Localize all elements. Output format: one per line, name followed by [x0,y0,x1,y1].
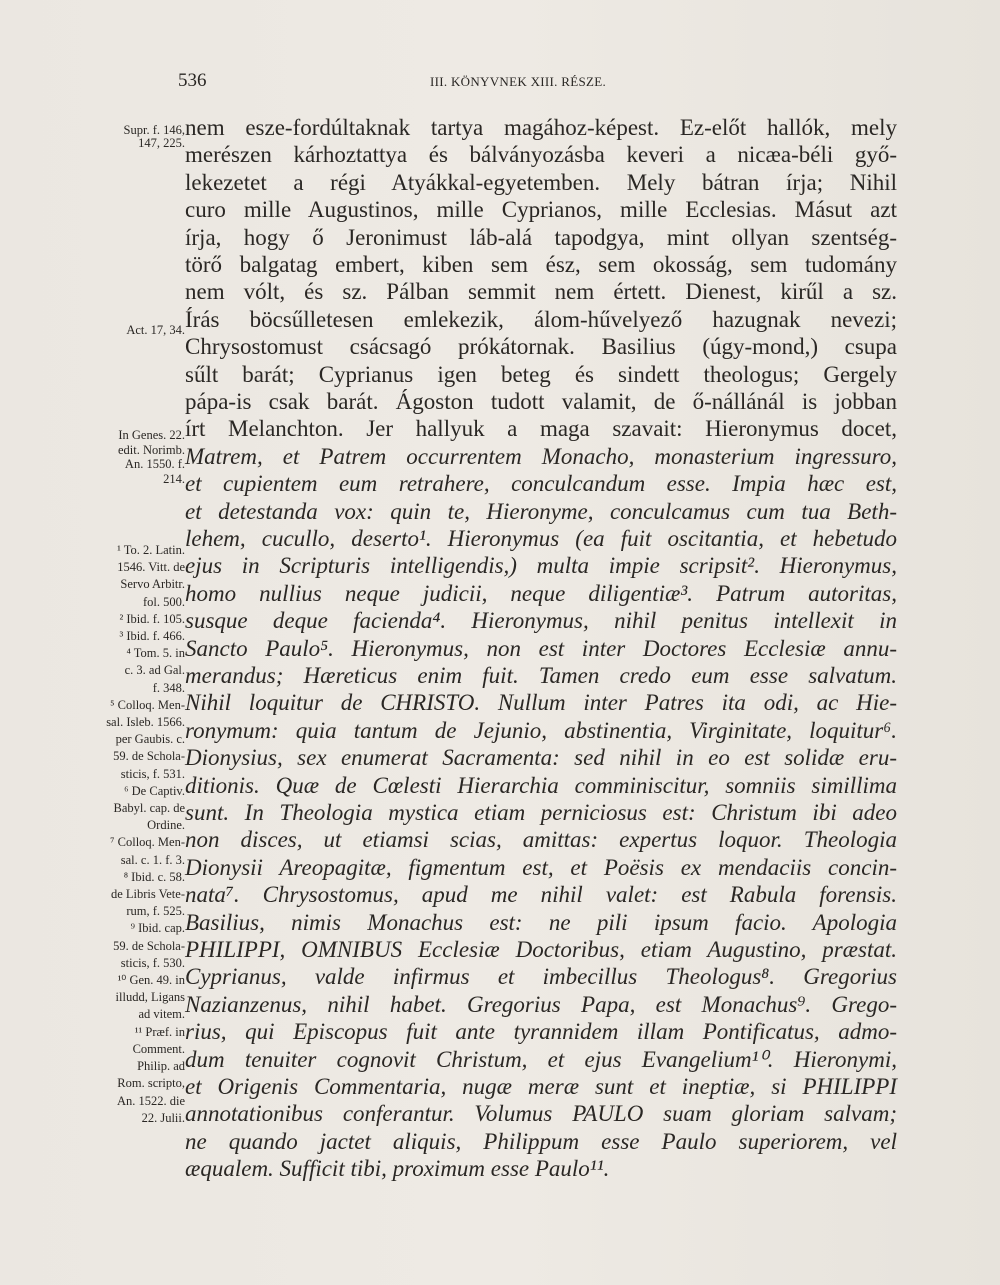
text-line: curo mille Augustinos, mille Cyprianos, mille Ecclesias. Másut azt [185,197,897,223]
text-line: et cupientem eum retrahere, conculcandum esse. Impia hæc est, [185,471,897,497]
text-line: írt Melanchton. Jer hallyuk a maga szavait: Hieronymus docet, [185,416,897,442]
margin-note: ¹ To. 2. Latin. 1546. Vitt. de Servo Arbitr. fol. 500. ² Ibid. f. 105. ³ Ibid. f. 466. ⁴ Tom. 5. in c. 3. ad Gal. f. 348. ⁵ Colloq. Men- sal. Isleb. 1566. per Gaubis. c. 59. de Schola- sticis, f. 531. ⁶ De Captiv. Babyl. cap. de Ordine. ⁷ Colloq. Men- sal. c. 1. f. 3. ⁸ Ibid. c. 58. de Libris Vete- rum, f. 525. ⁹ Ibid. cap. 59. de Schola- sticis, f. 530. ¹⁰ Gen. 49. in illudd, Ligans ad vitem. ¹¹ Præf. in Comment. Philip. ad Rom. scripto, An. 1522. die 22. Julii. [106,543,185,1125]
text-line: rius, qui Episcopus fuit ante tyrannidem illam Pontificatus, admo- [185,1019,897,1045]
body-text [185,0,910,1285]
text-line: susque deque facienda⁴. Hieronymus, nihil penitus intellexit in [185,608,897,634]
text-line: et detestanda vox: quin te, Hieronyme, conculcamus cum tua Beth- [185,498,897,524]
text-line: sűlt barát; Cyprianus igen beteg és sindett theologus; Gergely [185,361,897,387]
running-head: III. KÖNYVNEK XIII. RÉSZE. [430,74,607,89]
text-line: ejus in Scripturis intelligendis,) multa impie scripsit². Hieronymus, [185,553,897,579]
text-line: ditionis. Quæ de Cœlesti Hierarchia comminiscitur, somniis simillima [185,772,897,798]
text-line: Nihil loquitur de CHRISTO. Nullum inter Patres ita odi, ac Hie- [185,690,897,716]
text-line: sunt. In Theologia mystica etiam perniciosus est: Christum ibi adeo [185,800,897,825]
text-line: Sancto Paulo⁵. Hieronymus, non est inter Doctores Ecclesiæ annu- [185,635,897,661]
text-line: merészen kárhoztattya és bálványozásba keveri a nicæa-béli győ- [185,142,897,168]
text-line: nata⁷. Chrysostomus, apud me nihil valet: est Rabula forensis. [185,882,897,908]
text-line: Chrysostomust csácsagó prókátornak. Basilius (úgy-mond,) csupa [185,334,897,360]
text-line: æqualem. Sufficit tibi, proximum esse Paulo¹¹. [185,1156,610,1182]
page-number: 536 [178,70,207,91]
margin-notes [0,0,185,1285]
text-line: Cyprianus, valde infirmus et imbecillus Theologus⁸. Gregorius [185,964,897,990]
text-line: PHILIPPI, OMNIBUS Ecclesiæ Doctoribus, etiam Augustino, præstat. [185,937,897,962]
text-line: Nazianzenus, nihil habet. Gregorius Papa, est Monachus⁹. Grego- [185,991,897,1017]
text-line: homo nullius neque judicii, neque diligentiæ³. Patrum autoritas, [185,580,897,606]
text-line: non disces, ut etiamsi scias, amittas: expertus loquor. Theologia [185,827,897,853]
text-line: annotationibus conferantur. Volumus PAULO suam gloriam salvam; [185,1101,897,1127]
text-line: törő balgatag embert, kiben sem ész, sem okosság, sem tudomány [185,252,897,277]
text-line: merandus; Hæreticus enim fuit. Tamen credo eum esse salvatum. [185,663,897,688]
margin-note: Act. 17, 34. [126,323,185,337]
text-line: ne quando jactet aliquis, Philippum esse Paulo superiorem, vel [185,1128,897,1154]
text-line: dum tenuiter cognovit Christum, et ejus Evangelium¹⁰. Hieronymi, [185,1046,897,1072]
text-line: nem vólt, és sz. Pálban semmit nem értett. Dienest, kirűl a sz. [185,279,897,305]
text-line: Írás böcsűlletesen emlekezik, álom-hűvelyező hazugnak nevezi; [185,306,897,332]
text-line: ronymum: quia tantum de Jejunio, abstinentia, Virginitate, loquitur⁶. [185,717,897,743]
text-line: írja, hogy ő Jeronimust láb-alá tapodgya, mint ollyan szentség- [185,224,897,250]
text-line: lehem, cucullo, deserto¹. Hieronymus (ea fuit oscitantia, et hebetudo [185,526,897,551]
margin-note: Supr. f. 146, 147, 225. [123,123,185,150]
text-line: Dionysius, sex enumerat Sacramenta: sed nihil in eo est solidæ eru- [185,745,897,771]
text-line: Dionysii Areopagitæ, figmentum est, et Poësis ex mendaciis concin- [185,854,897,880]
margin-note: In Genes. 22. edit. Norimb. An. 1550. f. 214. [117,428,185,486]
text-line: lekezetet a régi Atyákkal-egyetemben. Mely bátran írja; Nihil [185,169,897,195]
text-line: Basilius, nimis Monachus est: ne pili ipsum facio. Apologia [185,909,897,935]
text-line: Matrem, et Patrem occurrentem Monacho, monasterium ingressuro, [185,443,897,469]
text-line: et Origenis Commentaria, nugæ meræ sunt et ineptiæ, si PHILIPPI [185,1074,897,1099]
text-line: nem esze-fordúltaknak tartya magához-képest. Ez-előt hallók, mely [185,115,897,140]
text-line: pápa-is csak barát. Ágoston tudott valamit, de ő-nállánál is jobban [185,389,897,414]
